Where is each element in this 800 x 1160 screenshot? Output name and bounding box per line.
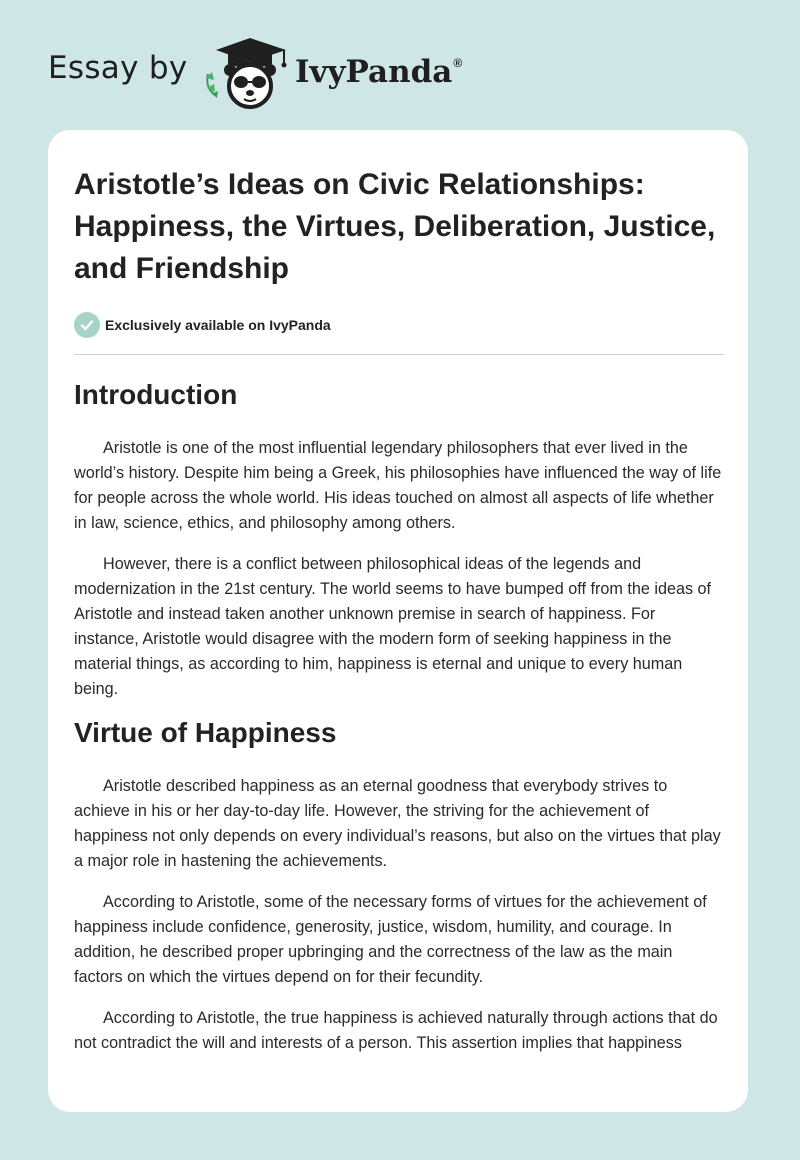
essay-card: [48, 130, 748, 1112]
exclusive-badge-label: Exclusively available on IvyPanda: [105, 317, 331, 333]
paragraph: Aristotle described happiness as an eternal goodness that everybody strives to achieve in his or her day-to-day life. However, the striving for the achievement of happiness not only depends on every individual’s reasons, but also on the virtues that play a major role in hastening the achievements.: [74, 777, 721, 870]
panda-graduate-logo-icon[interactable]: [202, 34, 292, 110]
section-heading: Virtue of Happiness: [74, 717, 337, 748]
paragraph: However, there is a conflict between philosophical ideas of the legends and modernization in the 21st century. The world seems to have bumped off from the ideas of Aristotle and instead taken another unknown premise in search of happiness. For instance, Aristotle would disagree with the modern form of seeking happiness in the material things, as according to him, happiness is eternal and unique to every human being.: [74, 555, 712, 698]
essay-by-label: Essay by: [48, 50, 188, 86]
paragraph: According to Aristotle, some of the necessary forms of virtues for the achievement of happiness include confidence, generosity, justice, wisdom, humility, and courage. In addition, he described proper upbringing and the correctness of the law as the main factors on which the virtues depend on for their fecundity.: [74, 893, 707, 986]
title-divider: [74, 354, 724, 355]
brand-name[interactable]: IvyPanda®: [295, 54, 463, 90]
paragraph: According to Aristotle, the true happiness is achieved naturally through actions that do not contradict the will and interests of a person. This assertion implies that happiness: [74, 1009, 718, 1052]
essay-title: Aristotle’s Ideas on Civic Relationships: Happiness, the Virtues, Deliberation, Justice, and Friendship: [74, 168, 716, 285]
site-header: [48, 34, 748, 112]
paragraph: Aristotle is one of the most influential legendary philosophers that ever lived in the world’s history. Despite him being a Greek, his philosophies have influenced the way of life for people across the whole world. His ideas touched on almost all aspects of life whether in law, science, ethics, and philosophy among others.: [74, 439, 722, 532]
check-circle-icon: [74, 312, 100, 338]
registered-mark: ®: [453, 56, 463, 70]
exclusive-badge: [74, 311, 724, 339]
essay-content: [74, 164, 724, 1056]
section-heading: Introduction: [74, 379, 238, 410]
